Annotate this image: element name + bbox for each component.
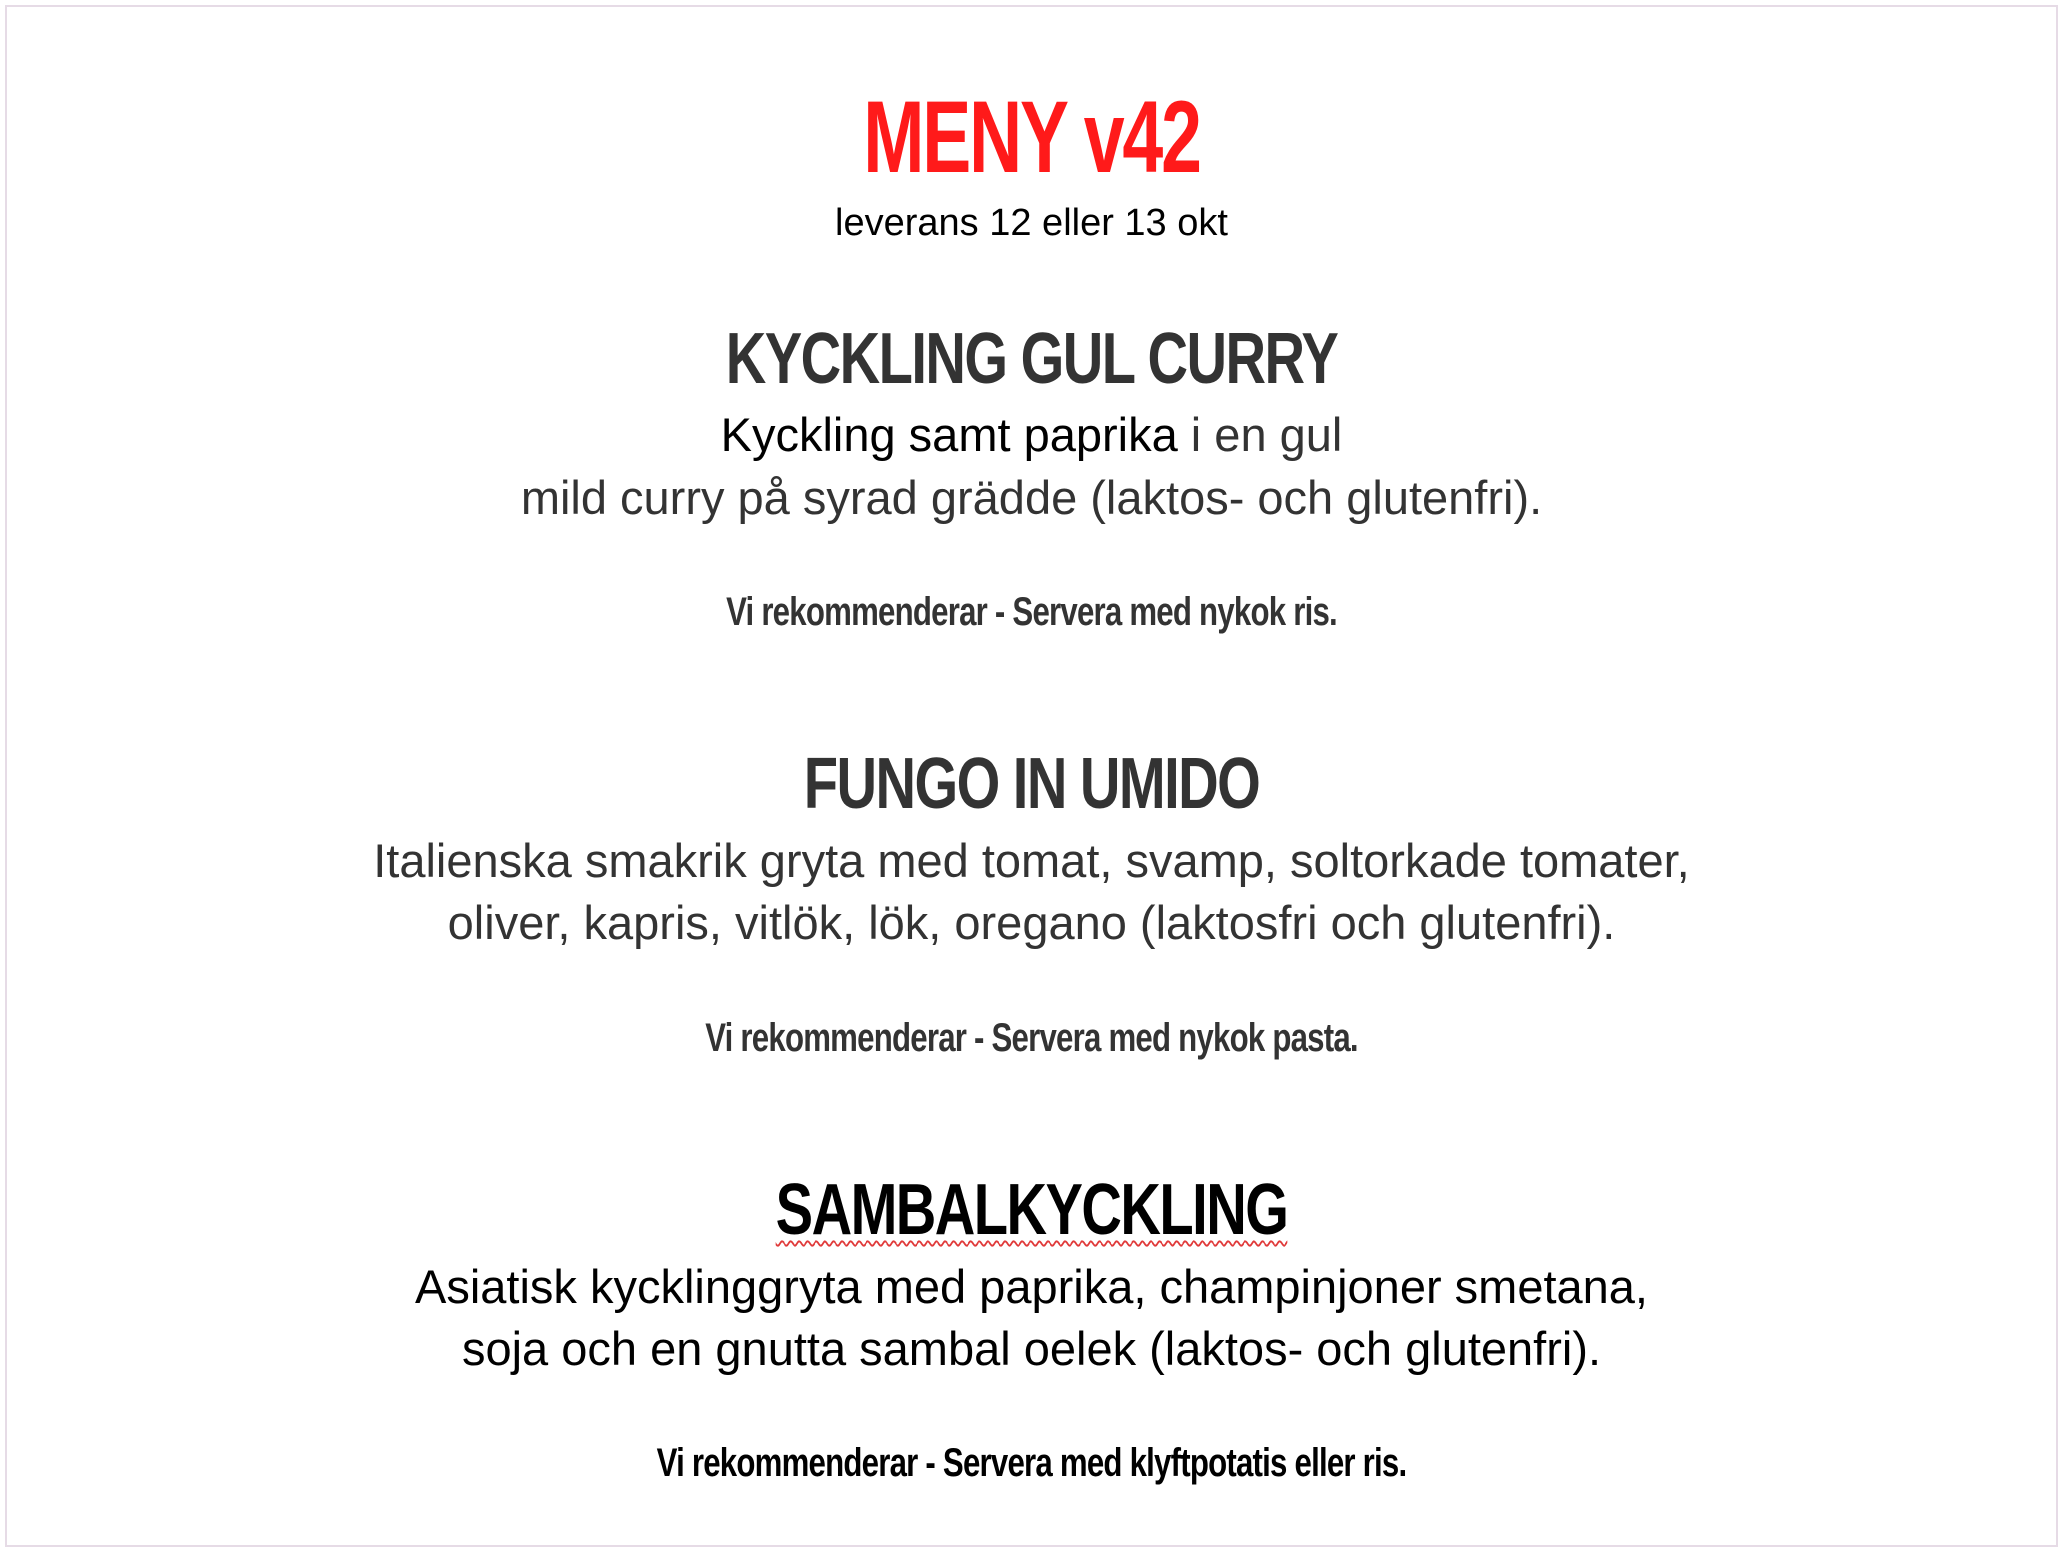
dish-description-line1 bbox=[7, 405, 2056, 465]
menu-title: MENY v42 bbox=[863, 80, 1200, 194]
dish-recommendation: Vi rekommenderar - Servera med nykok ris. bbox=[726, 590, 1337, 634]
dish-description-line2: soja och en gnutta sambal oelek (laktos- och glutenfri). bbox=[461, 1322, 1602, 1375]
dish-description-line1: Asiatisk kycklinggryta med paprika, champinjoner smetana, bbox=[415, 1260, 1648, 1313]
dish-description-line2: oliver, kapris, vitlök, lök, oregano (laktosfri och glutenfri). bbox=[447, 896, 1616, 949]
dish-name-kyckling-gul-curry: KYCKLING GUL CURRY bbox=[725, 319, 1338, 399]
dish-description-line2: mild curry på syrad grädde (laktos- och glutenfri). bbox=[520, 471, 1543, 524]
dish-name-sambalkyckling bbox=[232, 1170, 1830, 1250]
dish-recommendation: Vi rekommenderar - Servera med klyftpotatis eller ris. bbox=[656, 1441, 1407, 1485]
dish-description-rest: i en gul bbox=[1177, 408, 1343, 461]
document-page bbox=[5, 5, 2058, 1547]
dish-name-fungo-in-umido: FUNGO IN UMIDO bbox=[803, 744, 1260, 824]
dish-description-highlight: Kyckling samt paprika bbox=[720, 408, 1178, 461]
delivery-subtitle: leverans 12 eller 13 okt bbox=[835, 202, 1228, 244]
dish-description-line1: Italienska smakrik gryta med tomat, svamp, soltorkade tomater, bbox=[373, 834, 1690, 887]
dish-recommendation: Vi rekommenderar - Servera med nykok pasta. bbox=[705, 1016, 1358, 1060]
dish-name-text: SAMBALKYCKLING bbox=[775, 1170, 1288, 1250]
